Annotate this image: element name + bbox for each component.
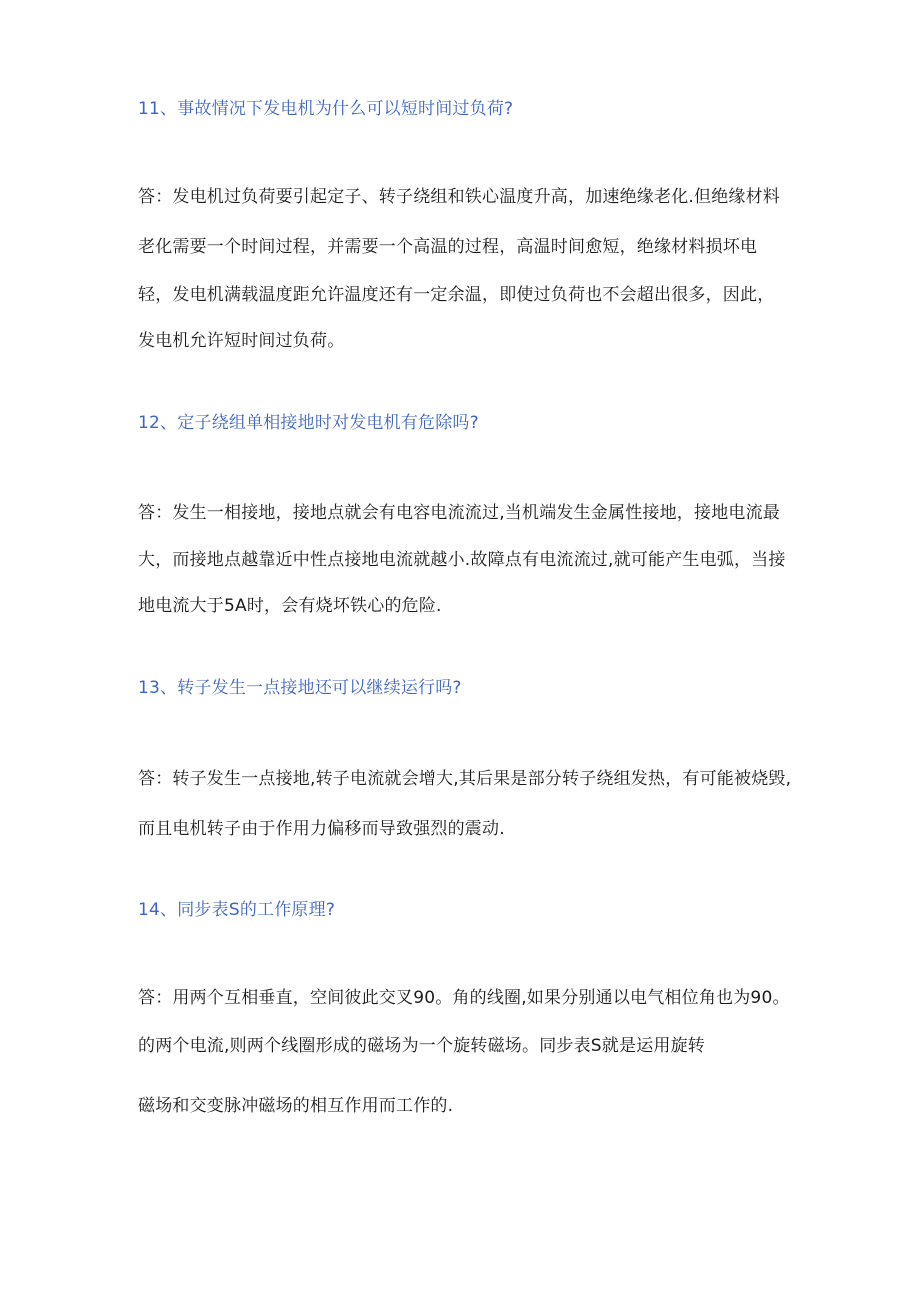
- answer-11-line-2: 老化需要一个时间过程，并需要一个高温的过程，高温时间愈短，绝缘材料损坏电: [138, 237, 758, 257]
- question-11: 11、事故情况下发电机为什么可以短时间过负荷?: [138, 99, 514, 119]
- question-14: 14、同步表S的工作原理?: [138, 900, 336, 920]
- answer-13-line-2: 而且电机转子由于作用力偏移而导致强烈的震动.: [138, 819, 505, 839]
- answer-14-line-3: 磁场和交变脉冲磁场的相互作用而工作的.: [138, 1096, 454, 1116]
- answer-12-line-1: 答：发生一相接地，接地点就会有电容电流流过,当机端发生金属性接地，接地电流最: [138, 503, 781, 523]
- answer-11-line-1: 答：发电机过负荷要引起定子、转子绕组和铁心温度升高，加速绝缘老化.但绝缘材料: [138, 187, 781, 207]
- question-13: 13、转子发生一点接地还可以继续运行吗?: [138, 678, 462, 698]
- answer-14-line-1: 答：用两个互相垂直，空间彼此交叉90。角的线圈,如果分别通以电气相位角也为90。: [138, 988, 790, 1008]
- answer-11-line-3: 轻，发电机满载温度距允许温度还有一定余温，即使过负荷也不会超出很多，因此，: [138, 285, 775, 305]
- answer-11-line-4: 发电机允许短时间过负荷。: [138, 331, 345, 351]
- answer-12-line-2: 大，而接地点越靠近中性点接地电流就越小.故障点有电流流过,就可能产生电弧，当接: [138, 550, 786, 570]
- question-12: 12、定子绕组单相接地时对发电机有危除吗?: [138, 413, 479, 433]
- answer-14-line-2: 的两个电流,则两个线圈形成的磁场为一个旋转磁场。同步表S就是运用旋转: [138, 1036, 705, 1056]
- answer-13-line-1: 答：转子发生一点接地,转子电流就会增大,其后果是部分转子绕组发热，有可能被烧毁,: [138, 769, 792, 789]
- answer-12-line-3: 地电流大于5A时，会有烧坏铁心的危险.: [138, 596, 442, 616]
